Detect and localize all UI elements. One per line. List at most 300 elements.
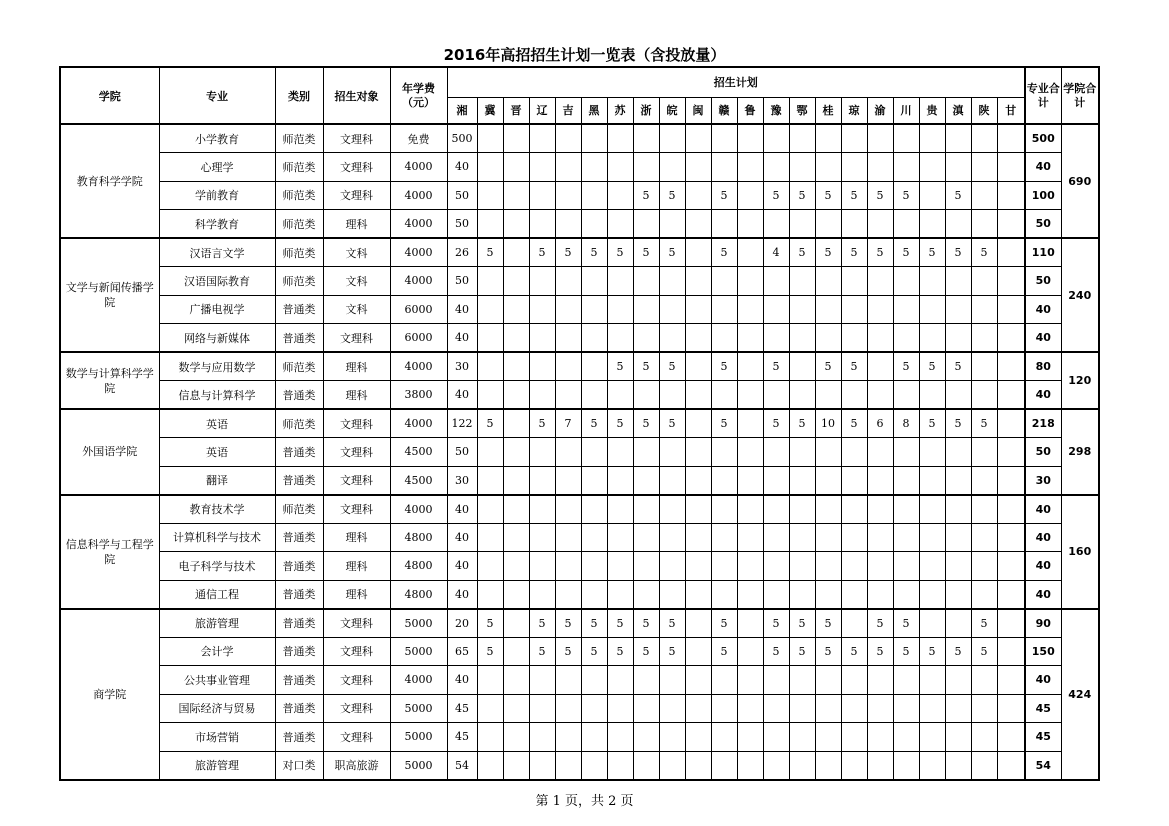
header-province: 闽	[685, 97, 711, 124]
fee-cell: 5000	[390, 723, 447, 752]
major-cell: 教育技术学	[159, 495, 275, 524]
plan-cell: 54	[447, 751, 477, 780]
plan-cell: 5	[529, 637, 555, 666]
plan-cell	[919, 609, 945, 638]
plan-cell: 5	[711, 609, 737, 638]
plan-cell	[737, 609, 763, 638]
plan-cell: 5	[711, 409, 737, 438]
fee-cell: 5000	[390, 694, 447, 723]
plan-cell	[633, 666, 659, 695]
plan-cell	[997, 694, 1025, 723]
plan-cell	[633, 153, 659, 182]
plan-cell: 5	[607, 609, 633, 638]
category-cell: 普通类	[275, 438, 323, 467]
plan-cell	[737, 438, 763, 467]
major-cell: 会计学	[159, 637, 275, 666]
plan-cell	[763, 153, 789, 182]
plan-cell: 5	[971, 637, 997, 666]
plan-cell: 5	[867, 181, 893, 210]
plan-cell	[997, 609, 1025, 638]
plan-cell	[867, 381, 893, 410]
major-total-cell: 218	[1025, 409, 1061, 438]
plan-cell: 5	[477, 238, 503, 267]
major-total-cell: 40	[1025, 495, 1061, 524]
plan-cell	[997, 552, 1025, 581]
fee-cell: 4000	[390, 352, 447, 381]
plan-cell	[529, 124, 555, 153]
plan-cell	[529, 295, 555, 324]
plan-cell: 30	[447, 466, 477, 495]
plan-cell	[789, 694, 815, 723]
plan-cell	[789, 352, 815, 381]
plan-cell	[503, 381, 529, 410]
plan-cell	[711, 580, 737, 609]
header-province: 桂	[815, 97, 841, 124]
plan-cell	[633, 324, 659, 353]
plan-cell	[789, 523, 815, 552]
plan-cell: 5	[607, 409, 633, 438]
major-cell: 计算机科学与技术	[159, 523, 275, 552]
plan-cell	[633, 210, 659, 239]
plan-cell	[789, 153, 815, 182]
table-row	[60, 352, 1099, 381]
table-row	[60, 409, 1099, 438]
plan-cell	[815, 666, 841, 695]
plan-cell: 5	[945, 637, 971, 666]
plan-cell	[529, 381, 555, 410]
plan-cell	[893, 552, 919, 581]
plan-cell	[477, 210, 503, 239]
plan-cell	[555, 580, 581, 609]
plan-cell: 40	[447, 666, 477, 695]
plan-cell	[581, 324, 607, 353]
major-cell: 市场营销	[159, 723, 275, 752]
plan-cell	[711, 381, 737, 410]
plan-cell	[919, 723, 945, 752]
plan-cell	[997, 124, 1025, 153]
plan-cell	[607, 210, 633, 239]
plan-cell	[945, 295, 971, 324]
category-cell: 普通类	[275, 666, 323, 695]
header-fee: 年学费（元）	[390, 67, 447, 124]
plan-cell	[945, 267, 971, 296]
major-cell: 汉语言文学	[159, 238, 275, 267]
plan-cell: 5	[659, 238, 685, 267]
plan-cell	[581, 523, 607, 552]
header-province: 豫	[763, 97, 789, 124]
plan-cell	[659, 267, 685, 296]
plan-cell	[685, 751, 711, 780]
plan-cell	[893, 694, 919, 723]
plan-cell	[815, 295, 841, 324]
plan-cell	[997, 352, 1025, 381]
plan-cell	[789, 666, 815, 695]
plan-cell: 5	[581, 637, 607, 666]
plan-cell	[815, 751, 841, 780]
plan-cell	[945, 466, 971, 495]
plan-cell	[945, 124, 971, 153]
header-college: 学院	[60, 67, 159, 124]
plan-cell	[685, 381, 711, 410]
plan-cell	[841, 609, 867, 638]
plan-cell	[919, 466, 945, 495]
header-province: 晋	[503, 97, 529, 124]
category-cell: 师范类	[275, 495, 323, 524]
plan-cell: 5	[633, 238, 659, 267]
plan-cell	[945, 666, 971, 695]
plan-cell	[945, 153, 971, 182]
plan-cell	[711, 723, 737, 752]
fee-cell: 4000	[390, 409, 447, 438]
fee-cell: 5000	[390, 751, 447, 780]
plan-cell	[893, 153, 919, 182]
major-cell: 小学教育	[159, 124, 275, 153]
plan-cell	[607, 694, 633, 723]
table-row	[60, 181, 1099, 210]
plan-cell	[555, 666, 581, 695]
plan-cell	[555, 153, 581, 182]
plan-cell	[711, 495, 737, 524]
major-total-cell: 40	[1025, 295, 1061, 324]
major-cell: 公共事业管理	[159, 666, 275, 695]
category-cell: 师范类	[275, 238, 323, 267]
header-province: 辽	[529, 97, 555, 124]
plan-cell	[789, 580, 815, 609]
plan-cell	[555, 295, 581, 324]
plan-cell	[477, 466, 503, 495]
plan-cell	[529, 181, 555, 210]
category-cell: 对口类	[275, 751, 323, 780]
plan-cell	[685, 723, 711, 752]
plan-cell	[529, 438, 555, 467]
target-cell: 文理科	[323, 438, 390, 467]
plan-cell	[659, 466, 685, 495]
plan-cell	[503, 495, 529, 524]
category-cell: 普通类	[275, 609, 323, 638]
plan-cell	[503, 580, 529, 609]
college-name: 信息科学与工程学院	[60, 495, 159, 609]
plan-cell	[503, 723, 529, 752]
college-total-cell: 424	[1061, 609, 1099, 780]
header-province: 冀	[477, 97, 503, 124]
plan-cell	[737, 267, 763, 296]
plan-cell	[971, 267, 997, 296]
college-name: 教育科学学院	[60, 124, 159, 238]
plan-cell	[997, 181, 1025, 210]
plan-cell	[867, 295, 893, 324]
plan-cell	[997, 210, 1025, 239]
major-cell: 英语	[159, 438, 275, 467]
header-major-total: 专业合计	[1025, 67, 1061, 124]
major-cell: 广播电视学	[159, 295, 275, 324]
plan-cell	[581, 124, 607, 153]
plan-cell	[711, 124, 737, 153]
plan-cell	[685, 153, 711, 182]
plan-cell	[529, 523, 555, 552]
plan-cell: 5	[633, 409, 659, 438]
plan-cell	[503, 181, 529, 210]
plan-cell	[711, 210, 737, 239]
plan-cell: 5	[581, 238, 607, 267]
target-cell: 理科	[323, 210, 390, 239]
plan-cell	[607, 751, 633, 780]
plan-cell: 5	[711, 352, 737, 381]
plan-cell	[789, 324, 815, 353]
plan-cell	[919, 523, 945, 552]
plan-cell	[737, 381, 763, 410]
fee-cell: 3800	[390, 381, 447, 410]
table-row	[60, 124, 1099, 153]
plan-cell: 5	[815, 352, 841, 381]
table-row	[60, 723, 1099, 752]
plan-cell	[789, 552, 815, 581]
plan-cell	[997, 523, 1025, 552]
fee-cell: 5000	[390, 609, 447, 638]
plan-cell: 5	[555, 637, 581, 666]
plan-cell: 5	[633, 609, 659, 638]
plan-cell: 5	[659, 409, 685, 438]
plan-cell	[685, 352, 711, 381]
major-total-cell: 500	[1025, 124, 1061, 153]
plan-cell	[685, 124, 711, 153]
plan-cell	[841, 153, 867, 182]
plan-cell	[607, 381, 633, 410]
plan-cell: 5	[945, 238, 971, 267]
plan-cell	[971, 666, 997, 695]
category-cell: 普通类	[275, 324, 323, 353]
major-cell: 信息与计算科学	[159, 381, 275, 410]
plan-cell	[893, 466, 919, 495]
plan-cell	[685, 495, 711, 524]
target-cell: 文理科	[323, 409, 390, 438]
table-row	[60, 751, 1099, 780]
plan-cell	[763, 438, 789, 467]
plan-cell	[607, 523, 633, 552]
plan-cell	[763, 210, 789, 239]
plan-cell	[919, 210, 945, 239]
major-cell: 通信工程	[159, 580, 275, 609]
plan-cell	[763, 580, 789, 609]
plan-cell	[503, 238, 529, 267]
plan-cell: 5	[633, 181, 659, 210]
plan-cell	[815, 466, 841, 495]
plan-cell	[607, 153, 633, 182]
plan-cell: 40	[447, 495, 477, 524]
plan-cell	[607, 466, 633, 495]
plan-cell	[685, 324, 711, 353]
plan-cell	[711, 666, 737, 695]
plan-cell	[893, 751, 919, 780]
category-cell: 师范类	[275, 352, 323, 381]
header-province: 皖	[659, 97, 685, 124]
plan-cell	[763, 694, 789, 723]
plan-cell	[529, 666, 555, 695]
plan-cell	[737, 495, 763, 524]
plan-cell	[503, 295, 529, 324]
table-row	[60, 580, 1099, 609]
target-cell: 文理科	[323, 466, 390, 495]
plan-cell	[503, 552, 529, 581]
plan-cell	[737, 466, 763, 495]
plan-cell	[685, 523, 711, 552]
plan-cell: 5	[841, 637, 867, 666]
target-cell: 文理科	[323, 694, 390, 723]
plan-cell	[971, 438, 997, 467]
plan-cell: 5	[971, 409, 997, 438]
header-province: 甘	[997, 97, 1025, 124]
plan-cell	[841, 438, 867, 467]
plan-cell	[477, 324, 503, 353]
fee-cell: 6000	[390, 295, 447, 324]
plan-cell: 40	[447, 153, 477, 182]
plan-cell	[893, 381, 919, 410]
plan-cell	[893, 124, 919, 153]
table-row	[60, 609, 1099, 638]
plan-cell	[737, 409, 763, 438]
plan-cell	[945, 694, 971, 723]
plan-cell: 5	[841, 238, 867, 267]
plan-cell	[867, 694, 893, 723]
plan-cell	[581, 381, 607, 410]
plan-cell	[581, 466, 607, 495]
target-cell: 文科	[323, 238, 390, 267]
plan-cell	[867, 580, 893, 609]
plan-cell	[893, 210, 919, 239]
plan-cell: 5	[841, 352, 867, 381]
plan-cell	[997, 751, 1025, 780]
plan-cell: 5	[529, 609, 555, 638]
plan-cell: 5	[529, 409, 555, 438]
plan-cell	[893, 324, 919, 353]
plan-cell	[633, 523, 659, 552]
plan-cell	[711, 295, 737, 324]
plan-cell	[555, 694, 581, 723]
major-cell: 科学教育	[159, 210, 275, 239]
plan-cell: 5	[919, 352, 945, 381]
page-title: 2016年高招招生计划一览表（含投放量）	[443, 46, 726, 64]
plan-cell	[867, 438, 893, 467]
plan-cell	[971, 723, 997, 752]
plan-cell	[763, 751, 789, 780]
plan-cell	[503, 267, 529, 296]
plan-cell	[555, 381, 581, 410]
plan-cell	[529, 694, 555, 723]
plan-cell	[945, 523, 971, 552]
plan-cell: 7	[555, 409, 581, 438]
plan-cell	[503, 694, 529, 723]
plan-cell	[581, 352, 607, 381]
plan-cell	[919, 181, 945, 210]
plan-cell	[737, 552, 763, 581]
plan-cell	[971, 751, 997, 780]
plan-cell	[971, 523, 997, 552]
plan-cell	[789, 751, 815, 780]
major-cell: 汉语国际教育	[159, 267, 275, 296]
plan-cell: 5	[763, 409, 789, 438]
header-province: 浙	[633, 97, 659, 124]
plan-cell	[607, 580, 633, 609]
plan-cell	[919, 552, 945, 581]
plan-cell	[997, 723, 1025, 752]
header-province: 鄂	[789, 97, 815, 124]
plan-cell	[945, 580, 971, 609]
category-cell: 普通类	[275, 637, 323, 666]
target-cell: 理科	[323, 580, 390, 609]
plan-cell	[867, 324, 893, 353]
plan-cell	[737, 666, 763, 695]
plan-cell: 5	[789, 181, 815, 210]
plan-cell: 5	[945, 181, 971, 210]
plan-cell	[685, 210, 711, 239]
major-total-cell: 100	[1025, 181, 1061, 210]
fee-cell: 4000	[390, 267, 447, 296]
plan-cell: 5	[633, 352, 659, 381]
major-total-cell: 150	[1025, 637, 1061, 666]
plan-cell: 5	[815, 609, 841, 638]
plan-cell	[529, 723, 555, 752]
major-total-cell: 40	[1025, 324, 1061, 353]
target-cell: 文理科	[323, 609, 390, 638]
plan-cell	[711, 523, 737, 552]
plan-cell	[581, 295, 607, 324]
plan-cell	[841, 210, 867, 239]
plan-cell	[763, 295, 789, 324]
major-total-cell: 54	[1025, 751, 1061, 780]
plan-cell	[945, 210, 971, 239]
plan-cell: 30	[447, 352, 477, 381]
plan-cell	[529, 324, 555, 353]
college-total-cell: 298	[1061, 409, 1099, 495]
header-province: 黑	[581, 97, 607, 124]
plan-cell	[503, 324, 529, 353]
plan-cell: 40	[447, 381, 477, 410]
target-cell: 理科	[323, 381, 390, 410]
table-row	[60, 438, 1099, 467]
target-cell: 文理科	[323, 153, 390, 182]
college-total-cell: 160	[1061, 495, 1099, 609]
plan-cell	[971, 495, 997, 524]
plan-cell	[711, 324, 737, 353]
plan-cell: 5	[711, 637, 737, 666]
plan-cell	[685, 181, 711, 210]
major-total-cell: 40	[1025, 552, 1061, 581]
plan-cell	[789, 295, 815, 324]
plan-cell	[555, 352, 581, 381]
plan-cell: 5	[919, 637, 945, 666]
plan-cell	[919, 694, 945, 723]
plan-cell: 6	[867, 409, 893, 438]
fee-cell: 4000	[390, 153, 447, 182]
target-cell: 文科	[323, 267, 390, 296]
plan-cell: 45	[447, 723, 477, 752]
plan-cell	[997, 666, 1025, 695]
plan-cell	[763, 552, 789, 581]
plan-cell	[685, 295, 711, 324]
plan-cell	[789, 267, 815, 296]
plan-cell	[711, 751, 737, 780]
target-cell: 文理科	[323, 666, 390, 695]
plan-cell: 5	[659, 352, 685, 381]
plan-cell: 5	[841, 409, 867, 438]
plan-cell	[997, 637, 1025, 666]
plan-cell	[659, 580, 685, 609]
plan-cell	[477, 723, 503, 752]
plan-cell	[529, 267, 555, 296]
plan-cell: 50	[447, 210, 477, 239]
plan-cell: 5	[841, 181, 867, 210]
plan-cell	[477, 552, 503, 581]
plan-cell: 40	[447, 295, 477, 324]
